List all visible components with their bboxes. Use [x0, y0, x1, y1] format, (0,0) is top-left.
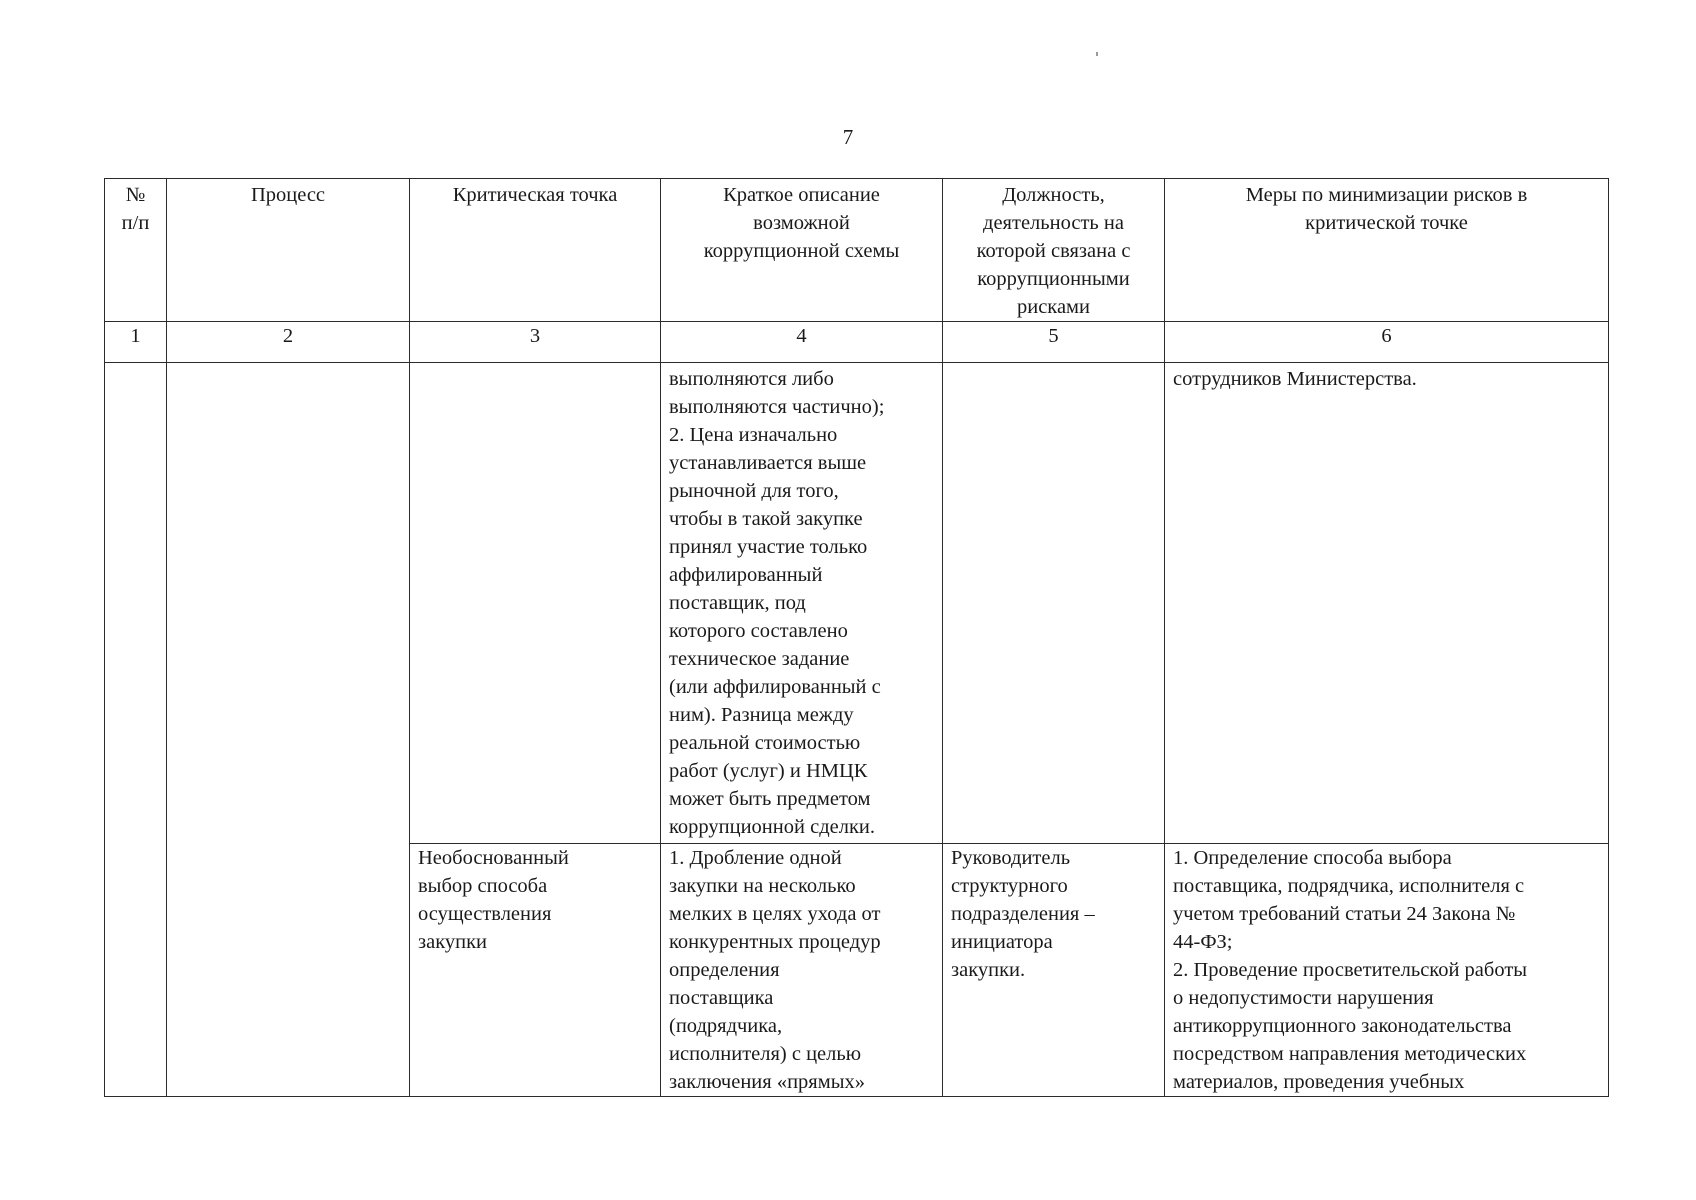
column-number: 6: [1165, 322, 1609, 363]
header-row: [105, 179, 1609, 322]
header-number: № п/п: [105, 179, 167, 322]
row-number-cell: [105, 363, 167, 1097]
column-number: 5: [943, 322, 1165, 363]
critical-point-cell: Необоснованный выбор способа осуществления закупки: [410, 844, 661, 1097]
measures-cell: сотрудников Министерства.: [1165, 363, 1609, 844]
process-cell: [167, 363, 410, 1097]
header-critical-point: Критическая точка: [410, 179, 661, 322]
measures-cell: 1. Определение способа выбора поставщика, подрядчика, исполнителя с учетом требований статьи 24 Закона № 44-ФЗ; 2. Проведение просветительской работы о недопустимости нарушения антикоррупционного законодательства посредством направления методических материалов, проведения учебных: [1165, 844, 1609, 1097]
header-scheme: Краткое описание возможной коррупционной схемы: [661, 179, 943, 322]
scheme-cell: 1. Дробление одной закупки на несколько мелких в целях ухода от конкурентных процедур определения поставщика (подрядчика, исполнителя) с целью заключения «прямых»: [661, 844, 943, 1097]
column-number: 4: [661, 322, 943, 363]
page-number: 7: [842, 125, 854, 149]
position-cell: [943, 363, 1165, 844]
critical-point-cell: [410, 363, 661, 844]
position-cell: Руководитель структурного подразделения – инициатора закупки.: [943, 844, 1165, 1097]
column-number: 3: [410, 322, 661, 363]
scan-artifact: [1096, 52, 1098, 56]
corruption-risk-table: [104, 178, 1609, 1097]
header-process: Процесс: [167, 179, 410, 322]
table-row: [105, 363, 1609, 844]
column-number-row: [105, 322, 1609, 363]
column-number: 1: [105, 322, 167, 363]
column-number: 2: [167, 322, 410, 363]
header-position: Должность, деятельность на которой связана с коррупционными рисками: [943, 179, 1165, 322]
header-measures: Меры по минимизации рисков в критической точке: [1165, 179, 1609, 322]
scheme-cell: выполняются либо выполняются частично); 2. Цена изначально устанавливается выше рыночной для того, чтобы в такой закупке принял участие только аффилированный поставщик, под которого составлено техническое задание (или аффилированный с ним). Разница между реальной стоимостью работ (услуг) и НМЦК может быть предметом коррупционной сделки.: [661, 363, 943, 844]
